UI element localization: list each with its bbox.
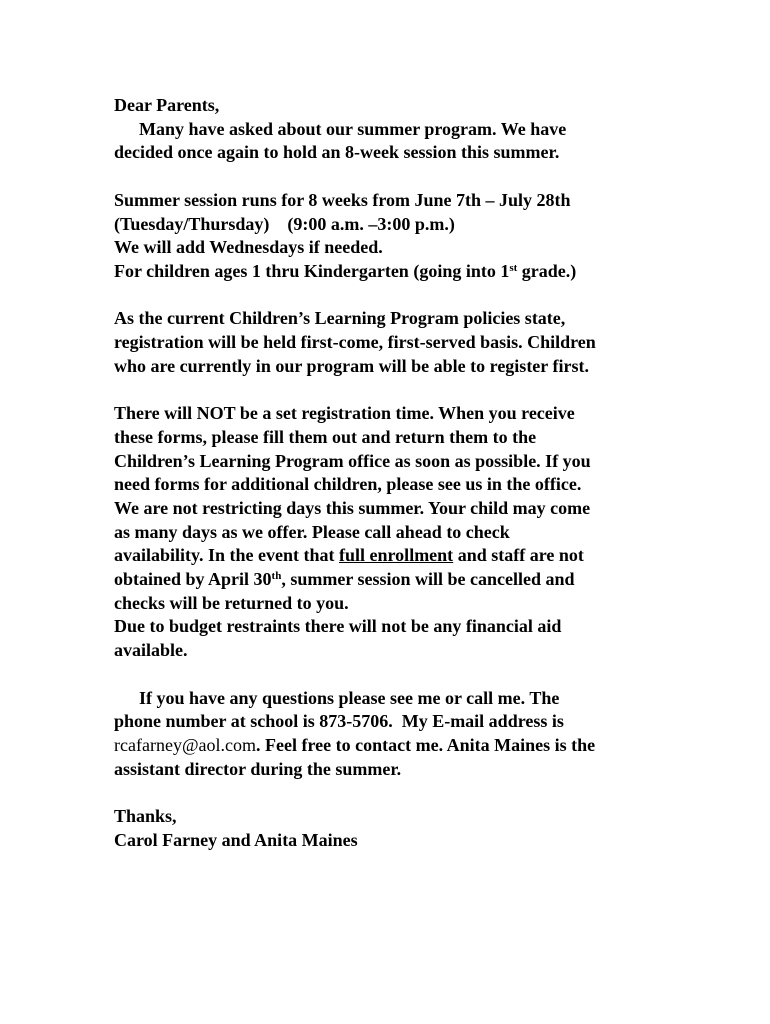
paragraph-4-line-7 bbox=[114, 544, 674, 568]
paragraph-4-line-6: as many days as we offer. Please call ahead to check bbox=[114, 521, 510, 542]
enrollment-text-post: and staff are not bbox=[453, 545, 584, 566]
paragraph-gap bbox=[114, 378, 674, 402]
paragraph-4-line-11: available. bbox=[114, 640, 188, 661]
paragraph-4-line-10: Due to budget restraints there will not be any financial aid bbox=[114, 616, 562, 637]
paragraph-4-line-2: these forms, please fill them out and return them to the bbox=[114, 426, 537, 447]
paragraph-5-line-3 bbox=[114, 734, 674, 758]
paragraph-gap bbox=[114, 663, 674, 687]
salutation: Dear Parents, bbox=[114, 95, 220, 115]
paragraph-2-line-1: Summer session runs for 8 weeks from June 7th – July 28th bbox=[114, 189, 571, 210]
paragraph-4-line-8 bbox=[114, 568, 674, 592]
full-enrollment-underlined: full enrollment bbox=[339, 545, 454, 566]
paragraph-1-line-1: Many have asked about our summer program. We have bbox=[139, 118, 567, 139]
paragraph-gap bbox=[114, 165, 674, 189]
grade-text-pre: For children ages 1 thru Kindergarten (going into 1 bbox=[114, 260, 510, 281]
contact-text: . Feel free to contact me. Anita Maines is the bbox=[256, 734, 596, 755]
april-text-pre: obtained by April 30 bbox=[114, 569, 272, 590]
paragraph-2-line-3: We will add Wednesdays if needed. bbox=[114, 237, 383, 258]
email-address: rcafarney@aol.com bbox=[114, 734, 256, 755]
paragraph-2-line-4 bbox=[114, 260, 674, 284]
paragraph-gap bbox=[114, 781, 674, 805]
paragraph-5-line-1: If you have any questions please see me or call me. The bbox=[139, 687, 560, 708]
paragraph-4-line-4: need forms for additional children, please see us in the office. bbox=[114, 474, 582, 495]
ordinal-superscript: th bbox=[271, 570, 282, 583]
paragraph-3-line-1: As the current Children’s Learning Program policies state, bbox=[114, 308, 566, 329]
grade-text-post: grade.) bbox=[517, 260, 577, 281]
signature: Carol Farney and Anita Maines bbox=[114, 829, 358, 850]
paragraph-2-line-2: (Tuesday/Thursday) (9:00 a.m. –3:00 p.m.) bbox=[114, 213, 455, 234]
paragraph-4-line-5: We are not restricting days this summer. Your child may come bbox=[114, 497, 591, 518]
closing: Thanks, bbox=[114, 806, 177, 827]
letter-body bbox=[114, 94, 674, 852]
paragraph-4-line-1: There will NOT be a set registration time. When you receive bbox=[114, 403, 575, 424]
april-text-post: , summer session will be cancelled and bbox=[281, 569, 575, 590]
paragraph-5-line-2: phone number at school is 873-5706. My E-mail address is bbox=[114, 711, 564, 732]
paragraph-1-line-2: decided once again to hold an 8-week session this summer. bbox=[114, 142, 560, 163]
paragraph-gap bbox=[114, 284, 674, 308]
paragraph-4-line-9: checks will be returned to you. bbox=[114, 592, 349, 613]
paragraph-3-line-2: registration will be held first-come, first-served basis. Children bbox=[114, 332, 596, 352]
paragraph-4-line-3: Children’s Learning Program office as soon as possible. If you bbox=[114, 450, 591, 471]
enrollment-text-pre: availability. In the event that bbox=[114, 545, 340, 566]
paragraph-3-line-3: who are currently in our program will be able to register first. bbox=[114, 355, 589, 376]
paragraph-5-line-4: assistant director during the summer. bbox=[114, 758, 402, 779]
ordinal-superscript: st bbox=[509, 261, 518, 274]
